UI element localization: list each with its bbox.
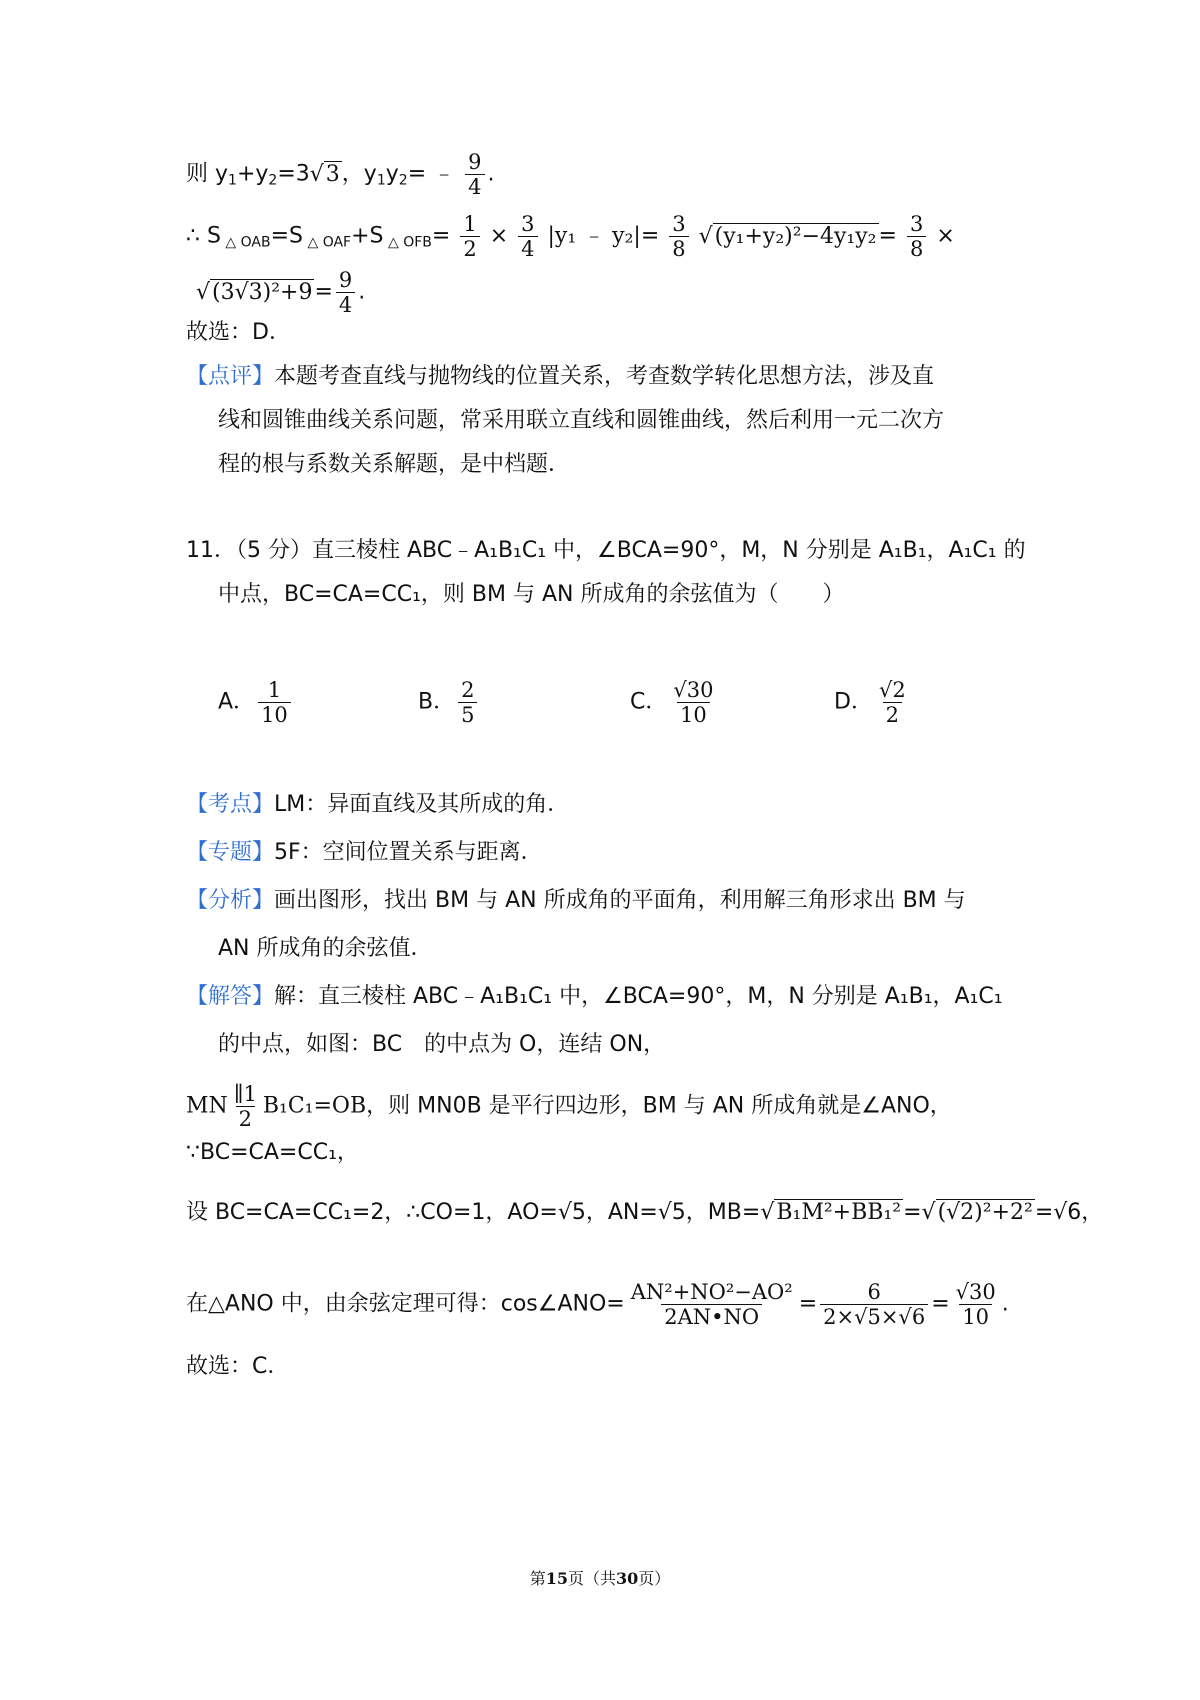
fraction: $\frac{\text{AN²+NO²−AO²}}{2AN•NO}$ bbox=[630, 1280, 793, 1329]
text: × bbox=[489, 223, 509, 249]
fraction: $\frac{3}{8}$ bbox=[669, 212, 688, 261]
kaodian-line bbox=[186, 790, 569, 820]
text: ，y bbox=[341, 161, 377, 187]
text: = ﹣ bbox=[407, 161, 456, 187]
formula-line-2: ∴ S $_{\triangle OAB}$=S $_{\triangle OAF}$+S $_{\triangle OFB}$= $\frac{1}{2}$ × $\frac{3}{4}$ |y₁ ﹣ y₂|= $\frac{3}{8}$ √(y₁+y₂)²−4y₁y₂= $\frac{3}{8}$ × bbox=[186, 212, 955, 261]
fenxi-line-1 bbox=[186, 886, 966, 916]
text: y bbox=[385, 161, 399, 187]
review-line-2: 线和圆锥曲线关系问题，常采用联立直线和圆锥曲线，然后利用一元二次方 bbox=[218, 408, 945, 433]
text: 本题考查直线与抛物线的位置关系，考查数学转化思想方法，涉及直 bbox=[274, 364, 935, 389]
jieda-line-1 bbox=[186, 982, 1003, 1012]
sqrt-expression: √B₁M²+BB₁² bbox=[760, 1200, 902, 1225]
text: 在△ANO 中，由余弦定理可得：cos∠ANO= bbox=[186, 1291, 625, 1317]
text: ，则 MN0B 是平行四边形，BM 与 AN 所成角就是∠ANO， bbox=[366, 1093, 952, 1119]
sqrt-3: √3 bbox=[309, 161, 340, 187]
answer-d: 故选：D． bbox=[186, 320, 291, 345]
jieda-tag: 【解答】 bbox=[186, 984, 275, 1009]
review-tag: 【点评】 bbox=[186, 364, 275, 389]
text: 解：直三棱柱 ABC﹣A₁B₁C₁ 中，∠BCA=90°，M，N 分别是 A₁B₁，A₁C₁ bbox=[274, 984, 1003, 1009]
text: × bbox=[936, 223, 955, 249]
zhuanti-line bbox=[186, 838, 543, 868]
text: 5F：空间位置关系与距离． bbox=[274, 840, 543, 865]
question-11-line-2: 中点，BC=CA=CC₁，则 BM 与 AN 所成角的余弦值为（ ） bbox=[218, 582, 845, 607]
formula-line-1: 则 $y_1+y_2=3√3$，$y_1y_2=$ ﹣ $\frac{9}{4}$ . bbox=[186, 150, 495, 199]
fraction: $\frac{9}{4}$ bbox=[465, 150, 484, 199]
fenxi-tag: 【分析】 bbox=[186, 888, 275, 913]
question-11-line-1: 11．（5 分）直三棱柱 ABC﹣A₁B₁C₁ 中，∠BCA=90°，M，N 分别是 A₁B₁，A₁C₁ 的 bbox=[186, 538, 1026, 563]
jieda-line-4: ∵BC=CA=CC₁， bbox=[186, 1140, 359, 1165]
fenxi-line-2: AN 所成角的余弦值． bbox=[218, 936, 433, 961]
text: =√6， bbox=[1034, 1200, 1104, 1225]
jieda-line-6: 在△ANO 中，由余弦定理可得：cos∠ANO= $\frac{\text{AN²+NO²−AO²}}{2AN•NO}$ = $\frac{6}{2\times√5\times√6}$ = $\frac{√30}{10}$ . bbox=[186, 1280, 1009, 1329]
answer-c: 故选：C． bbox=[186, 1354, 290, 1379]
text: =3 bbox=[277, 161, 310, 187]
fraction: $\frac{9}{4}$ bbox=[336, 268, 355, 317]
formula-line-3: √(3√3)²+9= $\frac{9}{4}$ . bbox=[196, 268, 366, 317]
choice-c: C． $\frac{√30}{10}$ bbox=[630, 678, 714, 727]
review-line-3: 程的根与系数关系解题，是中档题． bbox=[218, 452, 571, 477]
fraction: $\frac{\parallel 1}{2}$ bbox=[233, 1082, 257, 1131]
review-line-1 bbox=[186, 362, 934, 392]
jieda-line-3 bbox=[186, 1082, 952, 1131]
sqrt-expression: √(y₁+y₂)²−4y₁y₂ bbox=[698, 223, 877, 249]
choice-a: A． $\frac{1}{10}$ bbox=[218, 678, 294, 727]
text: 设 BC=CA=CC₁=2，∴CO=1，AO=√5，AN=√5，MB= bbox=[186, 1200, 761, 1225]
fraction: $\frac{√30}{10}$ bbox=[955, 1280, 996, 1329]
fraction: $\frac{6}{2\times√5\times√6}$ bbox=[820, 1280, 928, 1329]
zhuanti-tag: 【专题】 bbox=[186, 840, 275, 865]
fraction: $\frac{1}{2}$ bbox=[460, 212, 479, 261]
fraction: $\frac{3}{8}$ bbox=[907, 212, 926, 261]
text: ∴ S bbox=[186, 223, 221, 249]
page-footer: 第15页（共30页） bbox=[529, 1569, 671, 1588]
text: B₁C₁=OB bbox=[262, 1093, 367, 1119]
text: +y bbox=[236, 161, 269, 187]
text: 则 y bbox=[186, 161, 229, 187]
kaodian-tag: 【考点】 bbox=[186, 792, 275, 817]
text: MN bbox=[186, 1093, 228, 1119]
sqrt-expression: √(3√3)²+9 bbox=[196, 279, 313, 305]
choice-b: B． $\frac{2}{5}$ bbox=[418, 678, 480, 727]
choice-d: D． $\frac{√2}{2}$ bbox=[834, 678, 906, 727]
jieda-line-2: 的中点，如图：BC 的中点为 O，连结 ON， bbox=[218, 1032, 666, 1057]
sqrt-expression: √(√2)²+2² bbox=[921, 1200, 1033, 1225]
abs-expression: |y₁ ﹣ y₂| bbox=[547, 223, 641, 249]
text: = bbox=[903, 1200, 922, 1225]
text: 画出图形，找出 BM 与 AN 所成角的平面角，利用解三角形求出 BM 与 bbox=[274, 888, 966, 913]
fraction: $\frac{3}{4}$ bbox=[518, 212, 537, 261]
text: LM：异面直线及其所成的角． bbox=[274, 792, 570, 817]
jieda-line-5 bbox=[186, 1198, 1103, 1228]
